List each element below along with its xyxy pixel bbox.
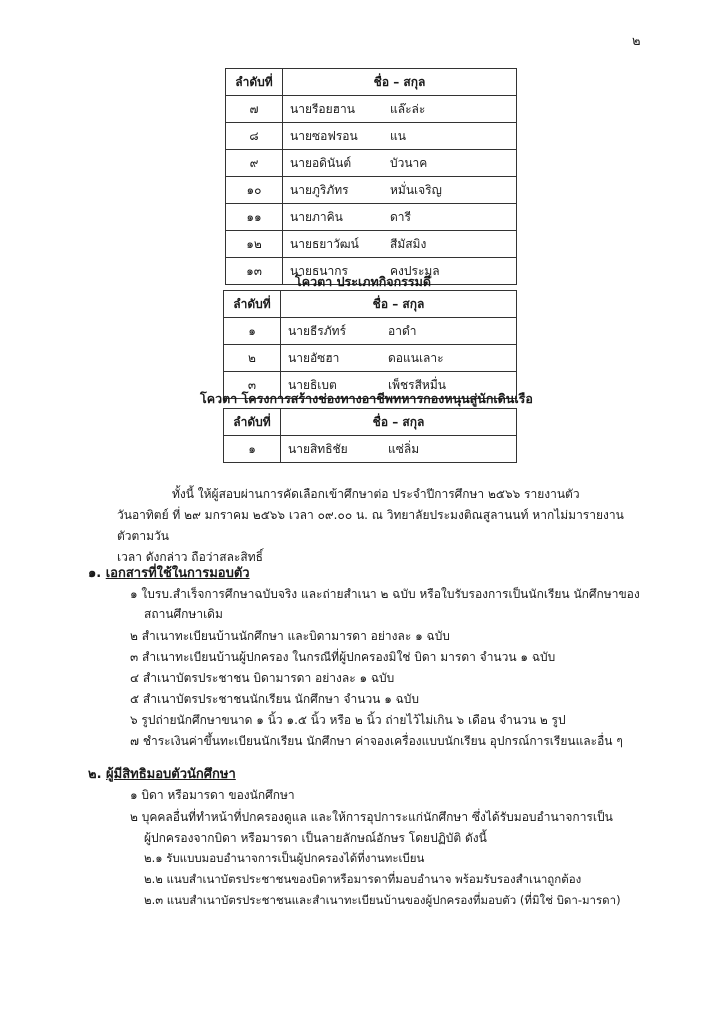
row-name xyxy=(283,204,517,231)
quota-activity-title: โควตา ประเภทกิจกรรมดี xyxy=(295,274,431,289)
first-name: นายภาคิน xyxy=(290,209,343,224)
paragraph-line: เวลา ดังกล่าว ถือว่าสละสิทธิ์ xyxy=(117,550,263,564)
row-name xyxy=(283,123,517,150)
header-name: ชื่อ – สกุล xyxy=(281,291,517,318)
first-name: นายรีอยฮาน xyxy=(290,101,355,116)
list-item: สถานศึกษาเดิม xyxy=(144,607,223,621)
list-item: ๑ ใบรบ.สำเร็จการศึกษาฉบับจริง และถ่ายสำเนา ๒ ฉบับ หรือใบรับรองการเป็นนักเรียน นักศึกษาของ xyxy=(130,587,640,601)
row-no: ๓ xyxy=(224,372,281,399)
section-1-heading xyxy=(88,562,250,583)
first-name: นายธีรภัทร์ xyxy=(288,323,347,338)
row-no: ๑๓ xyxy=(226,258,283,285)
first-name: นายสิทธิชัย xyxy=(288,441,348,456)
row-no: ๑๒ xyxy=(226,231,283,258)
row-name xyxy=(283,231,517,258)
row-no: ๘ xyxy=(226,123,283,150)
first-name: นายธนากร xyxy=(290,263,348,278)
header-no: ลำดับที่ xyxy=(224,409,281,436)
row-no: ๙ xyxy=(226,150,283,177)
table-row xyxy=(226,96,517,123)
row-name xyxy=(281,436,517,463)
section-title: ผู้มีสิทธิมอบตัวนักศึกษา xyxy=(106,767,236,782)
row-no: ๑๑ xyxy=(226,204,283,231)
list-item: ๒.๓ แนบสำเนาบัตรประชาชนและสำเนาทะเบียนบ้านของผู้ปกครองที่มอบตัว (ที่มิใช่ บิดา-มารดา) xyxy=(144,893,621,907)
table-header-row xyxy=(224,291,517,318)
table-row xyxy=(226,177,517,204)
table-row xyxy=(224,436,517,463)
list-item: ๒.๑ รับแบบมอบอำนาจการเป็นผู้ปกครองได้ที่งานทะเบียน xyxy=(144,851,425,865)
table-row xyxy=(226,204,517,231)
row-no: ๑ xyxy=(224,318,281,345)
row-name xyxy=(283,96,517,123)
last-name: คงประมูล xyxy=(390,263,440,278)
last-name: อาดำ xyxy=(388,323,417,338)
section-number: ๒. xyxy=(88,767,102,782)
section-title: เอกสารที่ใช้ในการมอบตัว xyxy=(105,566,250,581)
row-name xyxy=(281,345,517,372)
table-header-row xyxy=(224,409,517,436)
list-item: ๕ สำเนาบัตรประชาชนนักเรียน นักศึกษา จำนวน ๑ ฉบับ xyxy=(130,692,420,706)
paragraph-line: วันอาทิตย์ ที่ ๒๙ มกราคม ๒๕๖๖ เวลา ๐๙.๐๐ น. ณ วิทยาลัยประมงติณสูลานนท์ หากไม่มารายงานตัวตามวัน xyxy=(117,508,624,543)
student-table-2 xyxy=(223,290,517,399)
last-name: หมั่นเจริญ xyxy=(390,182,442,197)
page-number: ๒ xyxy=(632,34,641,49)
section-2-heading xyxy=(88,763,236,784)
first-name: นายธยาวัฒน์ xyxy=(290,236,359,251)
last-name: สีมัสมิง xyxy=(390,236,427,251)
first-name: นายภูริภัทร xyxy=(290,182,349,197)
table-row xyxy=(226,150,517,177)
list-item: ๒.๒ แนบสำเนาบัตรประชาชนของบิดาหรือมารดาที่มอบอำนาจ พร้อมรับรองสำเนาถูกต้อง xyxy=(144,872,582,886)
table-row xyxy=(226,231,517,258)
table-row xyxy=(224,318,517,345)
header-name: ชื่อ – สกุล xyxy=(281,409,517,436)
row-no: ๑๐ xyxy=(226,177,283,204)
first-name: นายธิเบต xyxy=(288,377,337,392)
first-name: นายซอฟรอน xyxy=(290,128,358,143)
table-row xyxy=(224,345,517,372)
first-name: นายอัซฮา xyxy=(288,350,340,365)
last-name: แล๊ะล่ะ xyxy=(390,101,426,116)
list-item: ๒ สำเนาทะเบียนบ้านนักศึกษา และบิดามารดา อย่างละ ๑ ฉบับ xyxy=(130,629,450,643)
last-name: ดารี xyxy=(390,209,411,224)
list-item: ๓ สำเนาทะเบียนบ้านผู้ปกครอง ในกรณีที่ผู้ปกครองมิใช่ บิดา มารดา จำนวน ๑ ฉบับ xyxy=(130,650,556,664)
list-item: ๒ บุคคลอื่นที่ทำหน้าที่ปกครองดูแล และให้การอุปการะแก่นักศึกษา ซึ่งได้รับมอบอำนาจการเป็น xyxy=(130,810,613,824)
last-name: เพ็ชรสีหมื่น xyxy=(388,377,446,392)
last-name: แน xyxy=(390,128,406,143)
last-name: แซ่ลิ่ม xyxy=(388,441,420,456)
row-name xyxy=(283,150,517,177)
list-item: ๑ บิดา หรือมารดา ของนักศึกษา xyxy=(130,788,295,802)
list-item: ๔ สำเนาบัตรประชาชน บิดามารดา อย่างละ ๑ ฉบับ xyxy=(130,671,395,685)
list-item: ๖ รูปถ่ายนักศึกษาขนาด ๑ นิ้ว ๑.๕ นิ้ว หรือ ๒ นิ้ว ถ่ายไว้ไม่เกิน ๖ เดือน จำนวน ๒ รูป xyxy=(130,713,566,727)
student-table-3 xyxy=(223,408,517,463)
last-name: บัวนาค xyxy=(390,155,428,170)
list-item: ผู้ปกครองจากบิดา หรือมารดา เป็นลายลักษณ์อักษร โดยปฏิบัติ ดังนี้ xyxy=(144,831,487,845)
header-name: ชื่อ – สกุล xyxy=(283,69,517,96)
paragraph-line: ทั้งนี้ ให้ผู้สอบผ่านการคัดเลือกเข้าศึกษาต่อ ประจำปีการศึกษา ๒๕๖๖ รายงานตัว xyxy=(172,487,580,501)
row-no: ๒ xyxy=(224,345,281,372)
row-name xyxy=(283,177,517,204)
row-no: ๗ xyxy=(226,96,283,123)
header-no: ลำดับที่ xyxy=(224,291,281,318)
row-name xyxy=(281,318,517,345)
row-no: ๑ xyxy=(224,436,281,463)
section-number: ๑. xyxy=(88,566,102,581)
student-table-1 xyxy=(225,68,517,285)
table-header-row xyxy=(226,69,517,96)
last-name: ดอแนเลาะ xyxy=(388,350,444,365)
report-notice-paragraph xyxy=(117,484,637,568)
first-name: นายอดินันต์ xyxy=(290,155,352,170)
list-item: ๗ ชำระเงินค่าขึ้นทะเบียนนักเรียน นักศึกษา ค่าจองเครื่องแบบนักเรียน อุปกรณ์การเรียนและอื่น ๆ xyxy=(130,734,623,748)
header-no: ลำดับที่ xyxy=(226,69,283,96)
quota-reserve-sailor-title: โควตา โครงการสร้างช่องทางอาชีพทหารกองหนุนสู่นักเดินเรือ xyxy=(200,391,533,406)
table-row xyxy=(226,123,517,150)
